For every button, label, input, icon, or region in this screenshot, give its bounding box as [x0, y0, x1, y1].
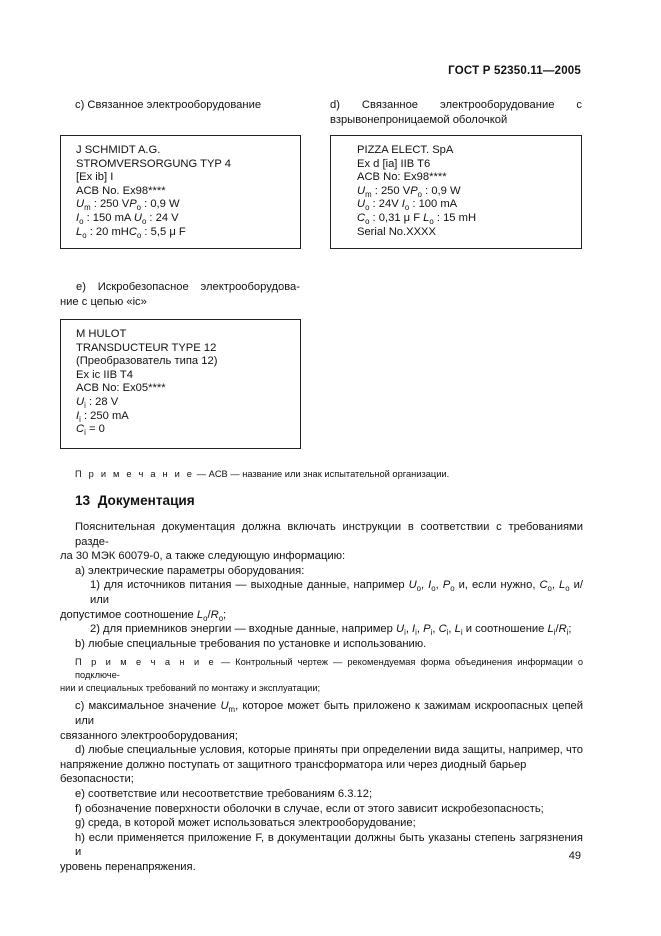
- note-control-drawing-label: П р и м е ч а н и е: [75, 657, 216, 668]
- marking-e-type: TRANSDUCTEUR TYPE 12: [76, 341, 217, 354]
- caption-example-e-line2: ние с цепью «ic»: [60, 296, 147, 308]
- marking-e-param-ui: $U_i$ : 28 V: [76, 395, 119, 411]
- marking-d-param-co-lo: $C_o$ : 0,31 μ F $L_o$ : 15 mH: [357, 211, 477, 227]
- caption-example-d-line2: взрывонепроницаемой оболочкой: [330, 114, 508, 126]
- document-code-header: ГОСТ Р 52350.11—2005: [448, 65, 581, 77]
- item-a1-line2: допустимое соотношение $L_o/R_o$;: [60, 608, 227, 623]
- note-acb: [75, 468, 449, 481]
- marking-c-manufacturer: J SCHMIDT A.G.: [76, 144, 161, 156]
- marking-box-e: [60, 319, 301, 449]
- item-c-line1: c) максимальное значение $U_m$, которое может быть приложено к зажимам искроопасных цепей или: [75, 700, 583, 727]
- note-acb-label: П р и м е ч а н и е: [75, 469, 195, 479]
- item-h-line2: уровень перенапряжения.: [60, 860, 196, 873]
- note-acb-text: — ACB — название или знак испытательной организации.: [194, 469, 450, 479]
- marking-e-param-ii: $I_i$ : 250 mA: [76, 409, 129, 424]
- section-heading: [75, 493, 195, 508]
- item-c-line2: связанного электрооборудования;: [60, 729, 238, 742]
- item-a: a) электрические параметры оборудования:: [75, 564, 305, 577]
- marking-d-param-um-po: $U_m$ : 250 $VP_o$ : 0,9 W: [357, 184, 461, 200]
- note-control-drawing-line2: нии и специальных требований по монтажу и эксплуатации;: [60, 683, 321, 694]
- caption-example-e-line1: e) Искробезопасное электрооборудова-: [76, 281, 300, 293]
- item-b: b) любые специальные требования по установке и использованию.: [75, 637, 427, 650]
- marking-c-type: STROMVERSORGUNG TYP 4: [76, 157, 231, 170]
- marking-c-ex-code: [Ex ib] I: [76, 171, 114, 184]
- marking-d-manufacturer: PIZZA ELECT. SpA: [357, 144, 454, 156]
- caption-example-d: [330, 98, 582, 128]
- intro-line1: Пояснительная документация должна включать инструкции в соответствии с требованиями разде-: [75, 521, 583, 548]
- marking-c-param-um-po: $U_m$ : 250 $VP_o$ : 0,9 W: [76, 198, 180, 213]
- item-g: g) среда, в которой может использоваться электрооборудование;: [75, 817, 416, 830]
- item-h-line1: h) если применяется приложение F, в документации должны быть указаны степень загрязнения и: [75, 831, 583, 859]
- marking-d-certificate: ACB No: Ex98****: [357, 171, 447, 184]
- section-number: 13: [75, 493, 91, 508]
- caption-example-d-line1: d) Связанное электрооборудование с: [330, 99, 582, 111]
- item-a2: 2) для приемников энергии — входные данные, например $U_i$, $I_i$, $P_i$, $C_i$, $L_i$ и соотношение $L_i/R_i$;: [90, 623, 572, 638]
- note-control-drawing-line1: [60, 656, 583, 682]
- marking-e-certificate: ACB No: Ex05****: [76, 382, 166, 395]
- section-body: [60, 520, 583, 874]
- item-e: e) соответствие или несоответствие требованиям 6.3.12;: [75, 787, 373, 800]
- marking-c-param-io-uo: $I_o$ : 150 mA $U_o$ : 24 V: [76, 211, 179, 227]
- marking-c-certificate: ACB No. Ex98****: [76, 184, 166, 197]
- marking-e-type-translation: (Преобразователь типа 12): [76, 355, 218, 368]
- marking-e-ex-code: Ex ic IIB T4: [76, 368, 133, 381]
- marking-e-manufacturer: M HULOT: [76, 328, 127, 340]
- marking-e-param-ci: $C_i = 0$: [76, 423, 105, 438]
- page-number: 49: [568, 850, 581, 862]
- marking-box-d: [330, 135, 582, 249]
- marking-d-param-uo-io: $U_o$ : 24V $I_o$ : 100 mA: [357, 198, 458, 213]
- caption-example-c: c) Связанное электрооборудование: [75, 99, 262, 111]
- caption-example-e: [60, 280, 300, 310]
- marking-d-ex-code: Ex d [ia] IIB T6: [357, 157, 431, 170]
- item-d-line2: напряжение должно поступать от защитного трансформатора или через диодный барьер безопасности;: [60, 758, 527, 786]
- section-title: Документация: [97, 493, 195, 508]
- intro-line2: ла 30 МЭК 60079-0, а также следующую информацию:: [60, 550, 346, 563]
- item-f: f) обозначение поверхности оболочки в случае, если от этого зависит искробезопасность;: [75, 802, 544, 815]
- item-a1-line1: 1) для источников питания — выходные данные, например $U_o$, $I_o$, $P_o$ и, если нужно, $C_o$, $L_o$ и/или: [90, 579, 583, 606]
- note-control-drawing-text: — Контрольный чертеж — рекомендуемая форма объединения информации о подключе-: [75, 657, 583, 681]
- marking-d-serial: Serial No.XXXX: [357, 225, 436, 238]
- item-d-line1: d) любые специальные условия, которые приняты при определении вида защиты, например, что: [75, 744, 583, 757]
- marking-c-param-lo-co: $L_o$ : 20 mHC$_o$ : 5,5 μ F: [76, 225, 186, 240]
- marking-box-c: [60, 135, 301, 249]
